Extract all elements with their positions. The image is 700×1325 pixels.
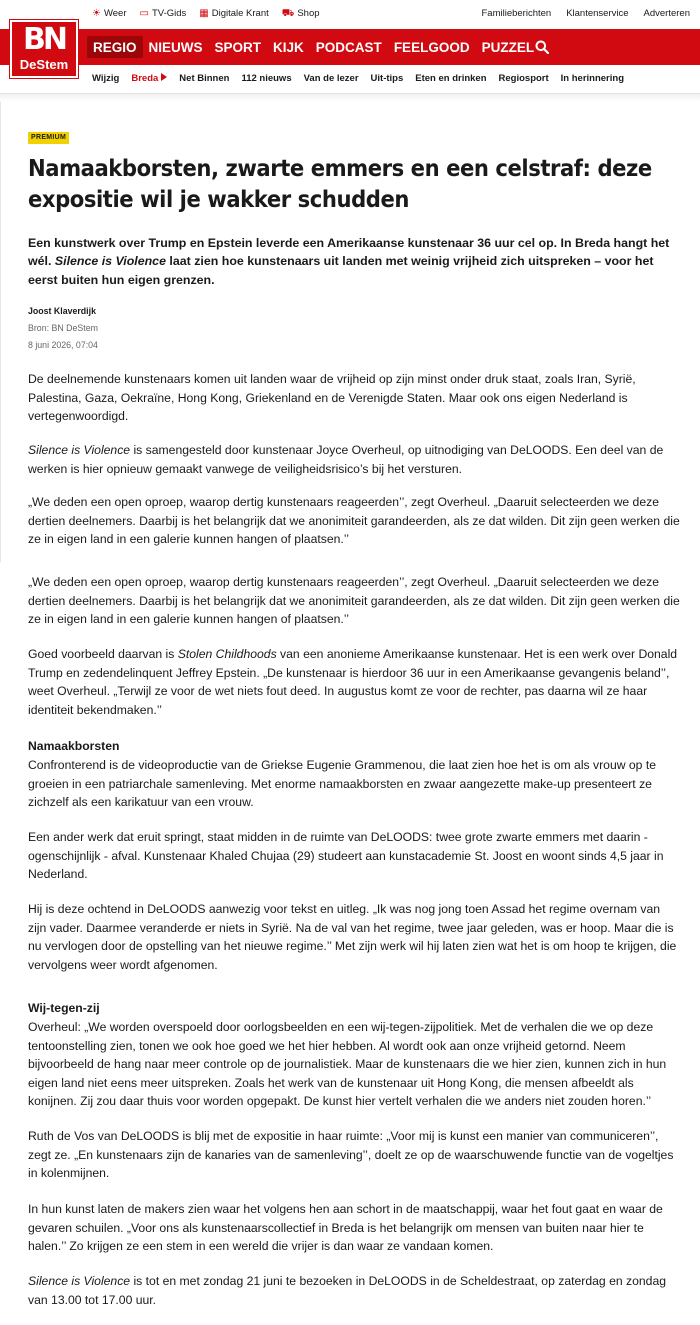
source: Bron: BN DeStem [28,323,98,333]
subnav-uit-tips[interactable]: Uit-tips [370,73,404,84]
article-headline: Namaakborsten, zwarte emmers en een celstraf: deze expositie wil je wakker schudden [28,154,652,213]
author[interactable]: Joost Klaverdijk [28,306,96,316]
paragraph-6: Confronterend is de videoproductie van de Griekse Eugenie Grammenou, die laat zien hoe het is om als vrouw op te groeien in een patriarchale samenleving. Met enorme namaakborsten en zwaar aangezette make-up presenteert ze zichzelf als een karikatuur van een vrouw. [28,758,657,809]
top-right-links [482,8,691,19]
subnav-wijzig[interactable]: Wijzig [92,73,120,84]
nav-kijk[interactable]: KIJK [273,40,304,55]
paragraph-2 [28,441,680,478]
logo-bn: BN [23,22,65,57]
subnav-van-de-lezer[interactable]: Van de lezer [303,73,359,84]
subnav-breda[interactable] [131,73,167,84]
paragraph-10: Ruth de Vos van DeLOODS is blij met de expositie in haar ruimte: „Voor mij is kunst een manier van communiceren’’, zegt ze. „En kunstenaars zijn de kanaries van de samenleving’’, doelt ze op de waarschuwende functie van de vogeltjes in kolenmijnen. [28,1129,674,1180]
paragraph-text: Goed voorbeeld daarvan is [28,647,178,661]
top-link-label: Shop [297,8,320,19]
nav-sport[interactable]: SPORT [214,40,262,55]
top-link-label: TV-Gids [151,8,187,19]
link-adverteren[interactable]: Adverteren [643,8,690,19]
lead-title-em: Silence is Violence [54,254,166,269]
top-link-tv-gids[interactable] [140,8,187,19]
sun-icon: ☀ [92,7,101,19]
top-links [92,8,320,19]
link-klantenservice[interactable]: Klantenservice [566,8,629,19]
article-lead [28,234,680,289]
title-em: Stolen Childhoods [177,647,277,661]
lead-text: laat zien hoe kunstenaars uit landen met weinig vrijheid zich uitspreken – voor het eerst buiten hun eigen grenzen. [28,254,654,287]
paragraph-9: Overheul: „We worden overspoeld door oorlogsbeelden en een wij-tegen-zijpolitiek. Met de verhalen die we op deze tentoonstelling zien, tonen we ook hoe goed we het hier hebben. Al wordt ook aan onze vrijheid getornd. Neem bijvoorbeeld de hang naar meer controle op de journalistiek. Maar de kunstenaars die we hier zien, kunnen zich in hun eigen land niet eens meer uitspreken. Zoals het werk van de kunstenaar uit Hong Kong, die mensen afbeeldt als konijnen. Zij zou daar thuis voor worden opgepakt. De kunst hier vertelt verhalen die we anders niet zouden horen.’’ [28,1020,667,1108]
subnav-regiosport[interactable]: Regiosport [498,73,549,84]
paragraph-text: van een anonieme Amerikaanse kunstenaar. Het is een werk over Donald Trump en zedendelinquent Jeffrey Epstein. „De kunstenaar is hierdoor 36 uur in een Amerikaanse gevangenis beland’’, weet Overheul. „Terwijl ze voor de wet niets fout deed. In augustus komt ze voor de rechter, pas daarna wil ze haar identiteit bekendmaken.’’ [28,647,678,717]
link-familieberichten[interactable]: Familieberichten [481,8,552,19]
newspaper-icon: ▦ [199,7,209,19]
cart-icon: ⛟ [281,7,295,19]
top-bar [0,0,700,28]
subheading-wij-tegen-zij: Wij-tegen-zij [28,1001,100,1015]
logo-destem: DeStem [19,57,69,72]
top-link-weer[interactable] [92,8,127,19]
paragraph-11: In hun kunst laten de makers zien waar het volgens hen aan schort in de maatschappij, waar het fout gaat en waar de gevaren schuilen. „Voor ons als kunstenaarscollectief in Breda is het belangrijk om mensen van buiten naar hier te halen.’’ Zo krijgen ze een stem in een wereld die vrijer is dan waar ze vandaan komen. [28,1202,663,1253]
paragraph-text: is samengesteld door kunstenaar Joyce Overheul, op uitnodiging van DeLOODS. Een deel van de werken is hier opnieuw gemaakt vanwege de veiligheidsrisico’s bij het versturen. [28,443,664,476]
title-em: Silence is Violence [28,443,131,457]
subnav-net-binnen[interactable]: Net Binnen [179,73,230,84]
nav-puzzel[interactable]: PUZZEL [481,40,535,55]
nav-podcast[interactable]: PODCAST [315,40,382,55]
publish-date: 8 juni 2026, 07:04 [28,340,98,350]
main-nav [87,36,540,58]
subheading-namaakborsten: Namaakborsten [28,739,120,753]
nav-nieuws[interactable]: NIEUWS [148,40,203,55]
subnav-112-nieuws[interactable]: 112 nieuws [241,73,292,84]
top-link-label: Weer [103,8,127,19]
title-em: Silence is Violence [28,1274,131,1288]
top-link-shop[interactable] [282,8,320,19]
subnav-eten-en-drinken[interactable]: Eten en drinken [415,73,487,84]
top-link-label: Digitale Krant [211,8,269,19]
paragraph-text: is tot en met zondag 21 juni te bezoeken in DeLOODS in de Scheldestraat, op zaterdag en zondag van 13.00 tot 17.00 uur. [28,1274,666,1307]
page-left-border [0,102,1,562]
paragraph-4: „We deden een open oproep, waarop dertig kunstenaars reageerden’’, zegt Overheul. „Daaruit selecteerden we deze dertien deelnemers. Daarbij is het belangrijk dat we anonimiteit garandeerden, als ze dat wilden. Dit zijn geen werken die ze in eigen land in een galerie kunnen hangen of plaatsen.’’ [28,575,680,626]
tv-icon: ▭ [139,7,149,19]
paragraph-12 [28,1272,680,1309]
nav-feelgood[interactable]: FEELGOOD [393,40,470,55]
nav-regio[interactable]: REGIO [87,36,143,58]
search-icon[interactable] [535,40,549,54]
paragraph-1: De deelnemende kunstenaars komen uit landen waar de vrijheid op zijn minst onder druk staat, zoals Iran, Syrië, Palestina, Gaza, Oekraïne, Hong Kong, Griekenland en de Verenigde Staten. Maar ook ons eigen Nederland is vertegenwoordigd. [28,372,636,423]
play-icon [161,73,167,81]
bn-destem-logo[interactable] [10,20,78,78]
paragraph-7: Een ander werk dat eruit springt, staat midden in de ruimte van DeLOODS: twee grote zwarte emmers met daarin - ogenschijnlijk - afval. Kunstenaar Khaled Chujaa (29) studeert aan kunstacademie St. Joost en woont sinds 4,5 jaar in Nederland. [28,830,664,881]
subnav-breda-label: Breda [131,73,159,84]
sub-nav [92,73,624,84]
paragraph-3: „We deden een open oproep, waarop dertig kunstenaars reageerden’’, zegt Overheul. „Daaruit selecteerden we deze dertien deelnemers. Daarbij is het belangrijk dat we anonimiteit garandeerden, als ze dat wilden. Dit zijn geen werken die ze in eigen land in een galerie kunnen hangen of plaatsen.’’ [28,495,680,546]
paragraph-8: Hij is deze ochtend in DeLOODS aanwezig voor tekst en uitleg. „Ik was nog jong toen Assad het regime overnam van zijn vader. Daarmee veranderde er niets in Syrië. Na de val van het regime, twee jaar geleden, was er hoop. Maar die is nu vervlogen door de opstelling van het nieuwe regime.’’ Met zijn werk wil hij laten zien wat het is om hoop te krijgen, die vervolgens weer wordt afgenomen. [28,902,677,972]
premium-badge: PREMIUM [28,132,69,144]
subnav-in-herinnering[interactable]: In herinnering [560,73,624,84]
lead-text: Een kunstwerk over Trump en Epstein leverde een Amerikaanse kunstenaar 36 uur cel op. In Breda hangt het wél. [28,236,670,269]
header-shadow [0,94,700,102]
paragraph-5 [28,645,680,719]
top-link-digitale-krant[interactable] [199,8,268,19]
